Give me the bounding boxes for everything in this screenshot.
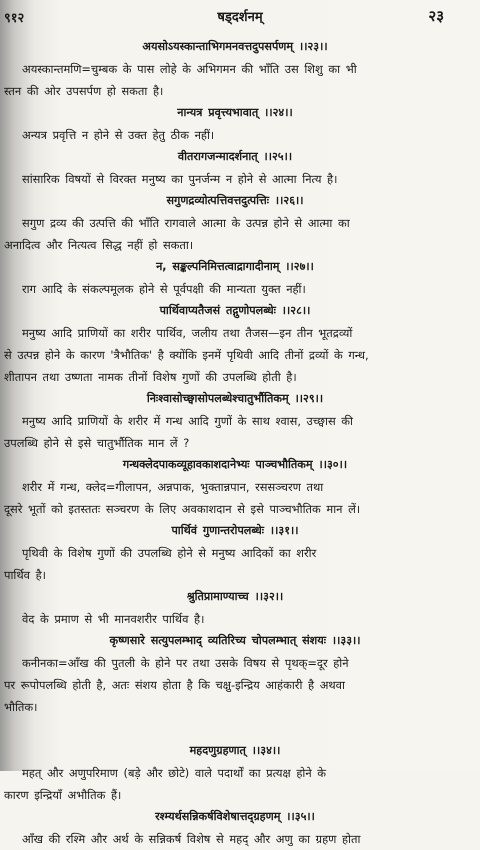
sutra-line: निःश्वासोच्छ्वासोपलब्धेश्चातुर्भौतिकम् ।।२९।।: [146, 392, 324, 405]
sutra-line: श्रुतिप्रामाण्याच्च ।।३२।।: [186, 590, 284, 603]
sutra-line: वीतरागजन्मादर्शनात् ।।२५।।: [177, 150, 293, 163]
sutra-line: पार्थिवं गुणान्तरोपलब्धेः ।।३१।।: [171, 524, 299, 537]
sutra-line: कृष्णसारे सत्युपलम्भाद् व्यतिरिच्य चोपलम्भात् संशयः ।।३३।।: [109, 634, 361, 647]
sutra-line: महदणुग्रहणात् ।।३४।।: [189, 744, 281, 757]
text-line: कारण इन्द्रियाँ अभौतिक हैं।: [4, 788, 122, 802]
text-line: वेद के प्रमाण से भी मानवशरीर पार्थिव है।: [22, 612, 205, 626]
sutra-line: सगुणद्रव्योत्पत्तिवत्तदुत्पत्तिः ।।२६।।: [166, 194, 304, 207]
text-line: सगुण द्रव्य की उत्पत्ति की भाँति रागवाले आत्मा के उत्पन्न होने से आत्मा का: [22, 216, 350, 230]
page-number: २३: [428, 7, 444, 25]
text-line: से उत्पन्न होने के कारण 'त्रैभौतिक' है क्योंकि इनमें पृथिवी आदि तीनों द्रव्यों के गन्ध,: [4, 348, 369, 362]
text-line: मनुष्य आदि प्राणियों के शरीर में गन्ध आदि गुणों के साथ श्वास, उच्छ्वास की: [22, 414, 353, 428]
text-line: राग आदि के संकल्पमूलक होने से पूर्वपक्षी की मान्यता युक्त नहीं।: [22, 282, 306, 296]
running-title: षड्दर्शनम्: [217, 10, 263, 25]
sutra-line: गन्धक्लेदपाकव्यूहावकाशदानेभ्यः पाञ्चभौतिकम् ।।३०।।: [122, 458, 348, 471]
sutra-line: पार्थिवाप्यतैजसं तद्गुणोपलब्धेः ।।२८।।: [159, 304, 311, 317]
text-line: महत् और अणुपरिमाण (बड़े और छोटे) वाले पदार्थों का प्रत्यक्ष होने के: [22, 766, 327, 780]
text-line: दूसरे भूतों को इतस्ततः सञ्चरण के लिए अवकाशदान से इसे पाञ्चभौतिक मान लें।: [4, 502, 361, 516]
text-line: कनीनका=आँख की पुतली के होने पर तथा उसके विषय से पृथक्=दूर होने: [22, 656, 349, 670]
text-line: उपलब्धि होने से इसे चातुर्भौतिक मान लें ?: [4, 436, 190, 450]
text-line: स्तन की ओर उपसर्पण हो सकता है।: [4, 84, 164, 98]
sutra-line: अयसोऽयस्कान्ताभिगमनवत्तदुपसर्पणम् ।।२३।।: [142, 40, 328, 53]
text-line: मनुष्य आदि प्राणियों का शरीर पार्थिव, जलीय तथा तैजस—इन तीन भूतद्रव्यों: [22, 326, 353, 340]
text-line: शरीर में गन्ध, क्लेद=गीलापन, अन्नपाक, भुक्तान्नपान, रससञ्चरण तथा: [22, 480, 324, 494]
text-line: सांसारिक विषयों से विरक्त मनुष्य का पुनर्जन्म न होने से आत्मा नित्य है।: [22, 172, 338, 186]
sutra-line: न, सङ्कल्पनिमित्तत्वाद्रागादीनाम् ।।२७।।: [156, 260, 314, 273]
text-line: आँख की रश्मि और अर्थ के सन्निकर्ष विशेष से महद् और अणु का ग्रहण होता: [22, 832, 361, 846]
sutra-line: नान्यत्र प्रवृत्त्यभावात् ।।२४।।: [177, 106, 293, 119]
page-body: [0, 36, 470, 850]
text-line: शीतापन तथा उष्णता नामक तीनों विशेष गुणों की उपलब्धि होती है।: [4, 370, 297, 384]
header-left-number: ९१२: [4, 11, 25, 26]
sutra-line: रश्म्यर्थसन्निकर्षविशेषात्तद्ग्रहणम् ।।३५।।: [155, 810, 315, 823]
blank-line: [0, 718, 470, 740]
page-header: [0, 6, 480, 26]
text-line: अयस्कान्तमणि=चुम्बक के पास लोहे के अभिगमन की भाँति उस शिशु का भी: [22, 62, 357, 76]
text-line: अन्यत्र प्रवृत्ति न होने से उक्त हेतु ठीक नहीं।: [22, 128, 215, 142]
text-line: पृथिवी के विशेष गुणों की उपलब्धि होने से मनुष्य आदिकों का शरीर: [22, 546, 317, 560]
text-line: पर रूपोपलब्धि होती है, अतः संशय होता है कि चक्षु-इन्द्रिय आहंकारी है अथवा: [4, 678, 345, 692]
text-line: भौतिक।: [4, 700, 38, 714]
text-line: अनादित्व और नित्यत्व सिद्ध नहीं हो सकता।: [4, 238, 194, 252]
text-line: पार्थिव है।: [4, 568, 46, 582]
